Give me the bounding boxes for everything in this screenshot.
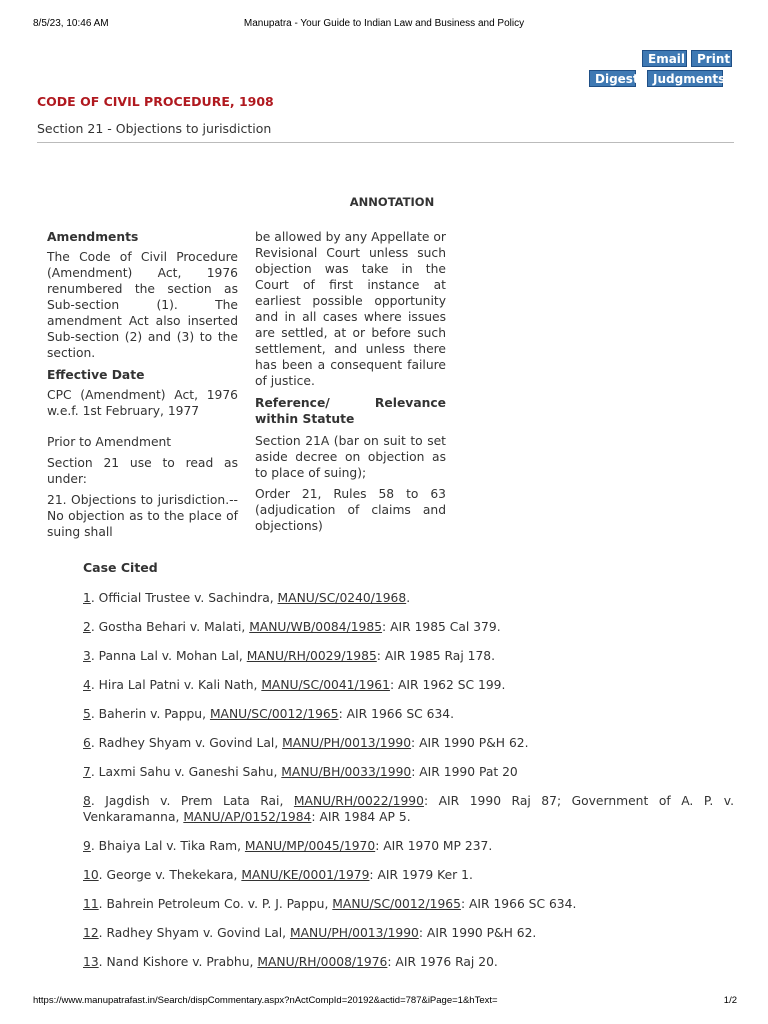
case-number-link[interactable]: 2 <box>83 620 91 634</box>
prior-amendment-text: Section 21 use to read as under: <box>47 456 238 486</box>
case-item: 4. Hira Lal Patni v. Kali Nath, MANU/SC/0041/1961: AIR 1962 SC 199. <box>83 678 506 692</box>
citation-link[interactable]: MANU/AP/0152/1984 <box>183 810 312 824</box>
old-section-text: 21. Objections to jurisdiction.-- No objection as to the place of suing shall <box>47 493 238 539</box>
case-number-link[interactable]: 7 <box>83 765 91 779</box>
case-reporter: : AIR 1966 SC 634. <box>460 897 577 911</box>
case-number-link[interactable]: 9 <box>83 839 91 853</box>
case-reporter: : AIR 1985 Cal 379. <box>382 620 501 634</box>
case-parties: Baherin v. Pappu, <box>98 707 210 721</box>
case-item: 8. Jagdish v. Prem Lata Rai, MANU/RH/0022/1990: AIR 1990 Raj 87; Government of A. P. v. Venkaramanna, MANU/AP/0152/1984: AIR 1984 AP 5. <box>83 794 734 824</box>
citation-link[interactable]: MANU/PH/0013/1990 <box>282 736 412 750</box>
case-number-link[interactable]: 8 <box>83 794 91 808</box>
effective-date-heading: Effective Date <box>47 368 145 382</box>
code-title: CODE OF CIVIL PROCEDURE, 1908 <box>37 94 274 109</box>
case-parties: Panna Lal v. Mohan Lal, <box>98 649 247 663</box>
case-number-link[interactable]: 10 <box>83 868 99 882</box>
case-parties: Laxmi Sahu v. Ganeshi Sahu, <box>98 765 282 779</box>
case-reporter: : AIR 1985 Raj 178. <box>376 649 496 663</box>
case-number-link[interactable]: 1 <box>83 591 91 605</box>
case-parties: Gostha Behari v. Malati, <box>98 620 250 634</box>
citation-link[interactable]: MANU/RH/0008/1976 <box>257 955 388 969</box>
case-reporter: : AIR 1984 AP 5. <box>311 810 411 824</box>
citation-link[interactable]: MANU/SC/0012/1965 <box>332 897 461 911</box>
print-page-number: 1/2 <box>723 995 737 1006</box>
section-title: Section 21 - Objections to jurisdiction <box>37 121 272 136</box>
digest-button[interactable]: Digest <box>589 70 636 87</box>
citation-link[interactable]: MANU/SC/0041/1961 <box>261 678 390 692</box>
case-reporter: : AIR 1990 P&H 62. <box>411 736 529 750</box>
citation-link[interactable]: MANU/MP/0045/1970 <box>244 839 376 853</box>
annotation-left-column <box>47 229 238 540</box>
case-item: 9. Bhaiya Lal v. Tika Ram, MANU/MP/0045/1970: AIR 1970 MP 237. <box>83 839 493 853</box>
case-item: 1. Official Trustee v. Sachindra, MANU/SC/0240/1968. <box>83 591 411 605</box>
case-item: 2. Gostha Behari v. Malati, MANU/WB/0084/1985: AIR 1985 Cal 379. <box>83 620 501 634</box>
prior-amendment-label: Prior to Amendment <box>47 435 172 449</box>
email-button[interactable]: Email <box>642 50 687 67</box>
citation-link[interactable]: MANU/PH/0013/1990 <box>289 926 419 940</box>
case-number-link[interactable]: 5 <box>83 707 91 721</box>
amendments-text: The Code of Civil Procedure (Amendment) Act, 1976 renumbered the section as Sub-section (1). The amendment Act also inserted Sub-section (2) and (3) to the section. <box>47 250 238 360</box>
case-list <box>83 590 734 983</box>
citation-link[interactable]: MANU/KE/0001/1979 <box>241 868 370 882</box>
case-reporter: : AIR 1976 Raj 20. <box>387 955 498 969</box>
citation-link[interactable]: MANU/BH/0033/1990 <box>281 765 412 779</box>
case-parties: George v. Thekekara, <box>106 868 242 882</box>
case-item: 12. Radhey Shyam v. Govind Lal, MANU/PH/0013/1990: AIR 1990 P&H 62. <box>83 926 537 940</box>
case-reporter: : AIR 1966 SC 634. <box>338 707 455 721</box>
case-item: 5. Baherin v. Pappu, MANU/SC/0012/1965: AIR 1966 SC 634. <box>83 707 455 721</box>
print-footer-url: https://www.manupatrafast.in/Search/dispCommentary.aspx?nActCompId=20192&actid=787&iPage=1&hText= <box>33 995 498 1006</box>
citation-link[interactable]: MANU/WB/0084/1985 <box>249 620 383 634</box>
case-item: 7. Laxmi Sahu v. Ganeshi Sahu, MANU/BH/0033/1990: AIR 1990 Pat 20 <box>83 765 518 779</box>
case-number-link[interactable]: 12 <box>83 926 99 940</box>
citation-link[interactable]: MANU/SC/0240/1968 <box>277 591 407 605</box>
case-parties: Hira Lal Patni v. Kali Nath, <box>98 678 262 692</box>
case-number-link[interactable]: 6 <box>83 736 91 750</box>
annotation-heading: ANNOTATION <box>349 195 435 209</box>
print-button[interactable]: Print <box>691 50 732 67</box>
reference-heading: Reference/ Relevance within Statute <box>255 396 446 426</box>
case-reporter: : AIR 1990 Pat 20 <box>411 765 518 779</box>
case-reporter: : AIR 1962 SC 199. <box>389 678 506 692</box>
title-divider <box>37 142 734 143</box>
citation-link[interactable]: MANU/RH/0029/1985 <box>246 649 377 663</box>
case-parties: Jagdish v. Prem Lata Rai, <box>105 794 294 808</box>
effective-date-text: CPC (Amendment) Act, 1976 w.e.f. 1st February, 1977 <box>47 388 238 418</box>
case-parties: Nand Kishore v. Prabhu, <box>106 955 258 969</box>
case-cited-heading: Case Cited <box>83 560 158 575</box>
case-reporter: : AIR 1990 Raj 87; Government of A. P. v. Venkaramanna, <box>83 794 734 824</box>
case-parties: Bahrein Petroleum Co. v. P. J. Pappu, <box>106 897 333 911</box>
reference-item: Order 21, Rules 58 to 63 (adjudication of claims and objections) <box>255 487 446 533</box>
print-page-title: Manupatra - Your Guide to Indian Law and Business and Policy <box>243 18 525 29</box>
case-number-link[interactable]: 13 <box>83 955 99 969</box>
case-number-link[interactable]: 11 <box>83 897 99 911</box>
case-item: 13. Nand Kishore v. Prabhu, MANU/RH/0008/1976: AIR 1976 Raj 20. <box>83 955 498 969</box>
case-reporter: : AIR 1979 Ker 1. <box>369 868 473 882</box>
case-reporter: . <box>406 591 411 605</box>
print-datetime: 8/5/23, 10:46 AM <box>33 18 109 29</box>
case-item: 6. Radhey Shyam v. Govind Lal, MANU/PH/0013/1990: AIR 1990 P&H 62. <box>83 736 529 750</box>
case-parties: Official Trustee v. Sachindra, <box>98 591 278 605</box>
annotation-right-column <box>255 229 446 534</box>
citation-link[interactable]: MANU/SC/0012/1965 <box>209 707 339 721</box>
case-parties: Radhey Shyam v. Govind Lal, <box>98 736 283 750</box>
amendments-heading: Amendments <box>47 230 139 244</box>
case-item: 11. Bahrein Petroleum Co. v. P. J. Pappu, MANU/SC/0012/1965: AIR 1966 SC 634. <box>83 897 577 911</box>
judgments-button[interactable]: Judgments <box>647 70 723 87</box>
case-item: 10. George v. Thekekara, MANU/KE/0001/1979: AIR 1979 Ker 1. <box>83 868 473 882</box>
reference-item: Section 21A (bar on suit to set aside decree on objection as to place of suing); <box>255 434 446 480</box>
case-item: 3. Panna Lal v. Mohan Lal, MANU/RH/0029/1985: AIR 1985 Raj 178. <box>83 649 496 663</box>
case-reporter: : AIR 1970 MP 237. <box>375 839 493 853</box>
citation-link[interactable]: MANU/RH/0022/1990 <box>293 794 424 808</box>
continuation-text: be allowed by any Appellate or Revisional Court unless such objection was take in the Court of first instance at earliest possible opportunity and in all cases where issues are settled, at or before such settlement, and unless there has been a consequent failure of justice. <box>255 230 446 388</box>
case-number-link[interactable]: 4 <box>83 678 91 692</box>
case-reporter: : AIR 1990 P&H 62. <box>418 926 537 940</box>
case-parties: Bhaiya Lal v. Tika Ram, <box>98 839 245 853</box>
case-parties: Radhey Shyam v. Govind Lal, <box>106 926 290 940</box>
case-number-link[interactable]: 3 <box>83 649 91 663</box>
